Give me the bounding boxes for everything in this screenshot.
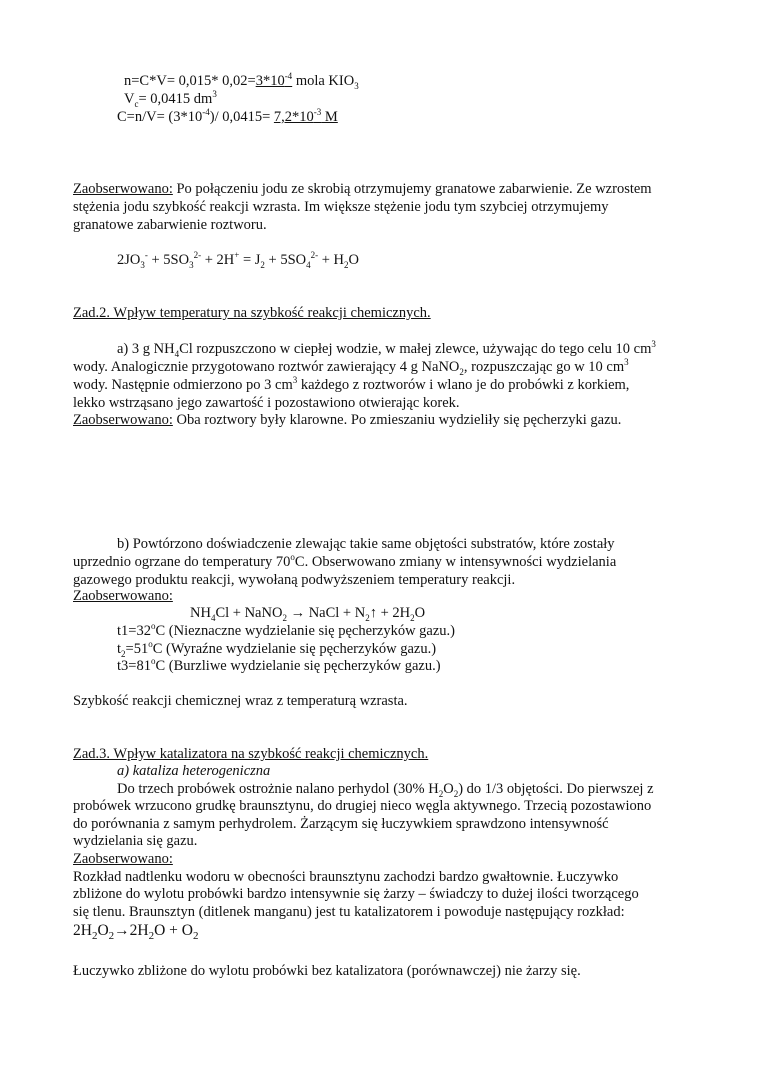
zad2-t1: $t1=32^oC$ (Nieznaczne wydzielanie się pęcherzyków gazu.) xyxy=(117,621,455,639)
zad2-a-line4: lekko wstrząsano jego zawartość i pozostawiono otwierając korek. xyxy=(73,395,460,411)
zad2-title: Zad.2. Wpływ temperatury na szybkość reakcji chemicznych. xyxy=(73,305,431,321)
zad2-t2: $t_2=51^oC$ (Wyraźne wydzielanie się pęcherzyków gazu.) xyxy=(117,639,437,659)
zad3-line2: probówek wrzucono grudkę braunsztynu, do drugiej nieco węgla aktywnego. Trzecią pozostawiono xyxy=(73,798,652,814)
zad2-t3: $t3=81^oC$ (Burzliwe wydzielanie się pęcherzyków gazu.) xyxy=(117,656,441,674)
zad2-obs-label: Zaobserwowano: xyxy=(73,412,173,428)
zad2-b-line3: gazowego produktu reakcji, wywołaną podwyższeniem temperatury reakcji. xyxy=(73,572,516,588)
calc-n-line: n=C*V= 0,015* $0,02=3*10^{-4}$ mola $KIO_3$ xyxy=(124,71,359,91)
zad3-obs-label: Zaobserwowano: xyxy=(73,851,173,867)
equation-iodate-sulfite: $2JO_3^- + 5SO_3^{2-} + 2H^+ = J_2 + 5SO_4^{2-} + H_2O$ xyxy=(117,250,360,270)
zad2-a-line3: wody. Następnie odmierzono po 3 $cm^3$ każdego z roztworów i wlano je do probówki z korkiem, xyxy=(73,375,630,393)
calc-v-line: $V_c= 0,0415$ $dm^3$ xyxy=(124,89,217,109)
zad3-line4: wydzielania się gazu. xyxy=(73,833,198,849)
zad3-line3: do porównania z samym perhydrolem. Żarzącym się łuczywkiem sprawdzono intensywność xyxy=(73,816,609,832)
zad2-b-line2: uprzednio ogrzane do temperatury 70$^o$C. Obserwowano zmiany w intensywności wydzielania xyxy=(73,552,617,570)
zad3-obs-line3: się tlenu. Braunsztyn (ditlenek manganu) jest tu katalizatorem i powoduje następujący rozkład: xyxy=(73,904,625,920)
zad2-conclusion: Szybkość reakcji chemicznej wraz z temperaturą wzrasta. xyxy=(73,693,408,709)
zad3-title: Zad.3. Wpływ katalizatora na szybkość reakcji chemicznych. xyxy=(73,746,429,762)
zad2-b-line1: b) Powtórzono doświadczenie zlewając takie same objętości substratów, które zostały xyxy=(117,536,615,552)
obs1-line2: stężenia jodu szybkość reakcji wzrasta. Im większe stężenie jodu tym szybciej otrzymujemy xyxy=(73,199,609,215)
obs1-label: Zaobserwowano: xyxy=(73,181,173,197)
zad3-final: Łuczywko zbliżone do wylotu probówki bez katalizatora (porównawczej) nie żarzy się. xyxy=(73,963,581,979)
zad3-line1: Do trzech probówek ostrożnie nalano perhydol (30% $H_2O_2$) do 1/3 objętości. Do pierwszej z xyxy=(117,781,654,799)
calc-c-line: $C=n/V= (3*10^{-4})/$ $0,0415= 7,2*10^{-3}$ M xyxy=(117,107,338,125)
zad3-subtitle: a) kataliza heterogeniczna xyxy=(117,763,271,779)
zad2-a-line1: a) 3 g $NH_4Cl$ rozpuszczono w ciepłej wodzie, w małej zlewce, używając do tego celu 10 $cm^3$ xyxy=(117,339,656,359)
obs1-line3: granatowe zabarwienie roztworu. xyxy=(73,217,267,233)
zad3-equation: $2H_2O_2\to 2H_2O + O_2$ xyxy=(73,922,199,943)
zad2-obs2-label: Zaobserwowano: xyxy=(73,588,173,604)
zad2-obs: Zaobserwowano: Oba roztwory były klarowne. Po zmieszaniu wydzieliły się pęcherzyki gazu. xyxy=(73,412,622,428)
obs1-line1: Zaobserwowano: Po połączeniu jodu ze skrobią otrzymujemy granatowe zabarwienie. Ze wzrostem xyxy=(73,181,652,197)
zad3-obs-line2: zbliżone do wylotu probówki bardzo intensywnie się żarzy – świadczy to dużej ilości tworzącego xyxy=(73,886,639,902)
zad3-obs-line1: Rozkład nadtlenku wodoru w obecności braunsztynu zachodzi bardzo gwałtownie. Łuczywko xyxy=(73,869,619,885)
zad2-equation: $NH_4Cl$ + NaNO$_2$ → NaCl + $N_2↑ + 2H_2O$ xyxy=(190,605,426,623)
zad2-a-line2: wody. Analogicznie przygotowano roztwór zawierający 4 g NaNO$_2$, rozpuszczając go w 10 $cm^3$ xyxy=(73,357,629,377)
